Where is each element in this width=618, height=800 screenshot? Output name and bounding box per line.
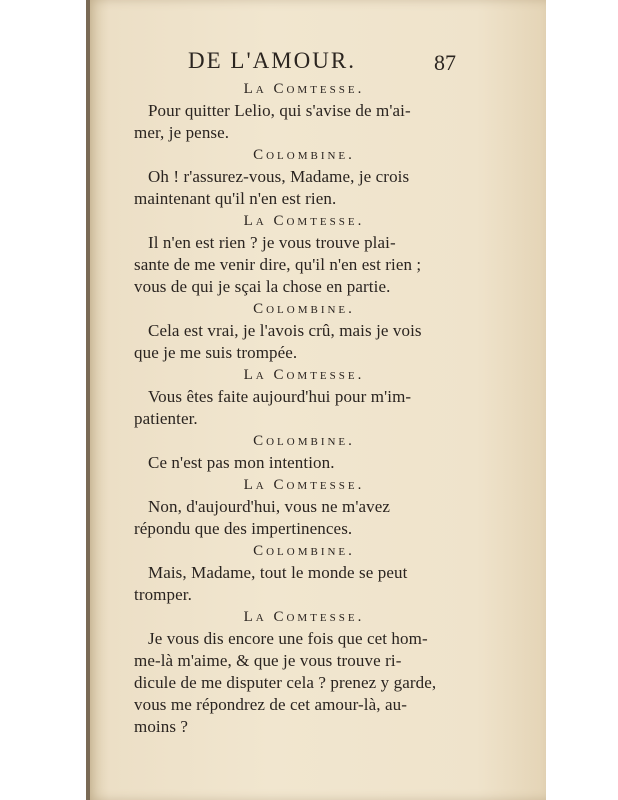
dialogue-line: moins ? bbox=[134, 717, 189, 736]
speaker-name: La Comtesse. bbox=[243, 367, 365, 383]
dialogue-line: Je vous dis encore une fois que cet hom- bbox=[148, 629, 428, 648]
dialogue-line: répondu que des impertinences. bbox=[134, 519, 353, 538]
dialogue-line: me-là m'aime, & que je vous trouve ri- bbox=[134, 651, 402, 670]
dialogue-line: maintenant qu'il n'en est rien. bbox=[134, 189, 337, 208]
dialogue-line: Cela est vrai, je l'avois crû, mais je vois bbox=[148, 321, 422, 340]
dialogue-line: Vous êtes faite aujourd'hui pour m'im- bbox=[148, 387, 412, 406]
dialogue-line: que je me suis trompée. bbox=[134, 343, 298, 362]
speaker-name: Colombine. bbox=[253, 301, 355, 317]
speaker-name: La Comtesse. bbox=[243, 81, 365, 97]
page-header bbox=[86, 48, 546, 78]
speaker-name: La Comtesse. bbox=[243, 213, 365, 229]
speaker-name: La Comtesse. bbox=[243, 609, 365, 625]
background bbox=[0, 0, 86, 800]
dialogue-line: sante de me venir dire, qu'il n'en est rien ; bbox=[134, 255, 422, 274]
dialogue-line: Oh ! r'assurez-vous, Madame, je crois bbox=[148, 167, 410, 186]
speaker-name: Colombine. bbox=[253, 433, 355, 449]
dialogue-line: dicule de me disputer cela ? prenez y garde, bbox=[134, 673, 437, 692]
speaker-name: Colombine. bbox=[253, 543, 355, 559]
dialogue-line: Ce n'est pas mon intention. bbox=[148, 453, 335, 472]
dialogue-line: Mais, Madame, tout le monde se peut bbox=[148, 563, 408, 582]
dialogue-line: Pour quitter Lelio, qui s'avise de m'ai- bbox=[148, 101, 411, 120]
page-number: 87 bbox=[434, 50, 456, 75]
dialogue-line: mer, je pense. bbox=[134, 123, 230, 142]
speaker-name: Colombine. bbox=[253, 147, 355, 163]
page-gutter bbox=[86, 0, 90, 800]
dialogue-line: tromper. bbox=[134, 585, 192, 604]
dialogue-line: Il n'en est rien ? je vous trouve plai- bbox=[148, 233, 396, 252]
speaker-name: La Comtesse. bbox=[243, 477, 365, 493]
running-title: DE L'AMOUR. bbox=[188, 48, 356, 73]
dialogue-line: Non, d'aujourd'hui, vous ne m'avez bbox=[148, 497, 391, 516]
dialogue-line: vous de qui je sçai la chose en partie. bbox=[134, 277, 391, 296]
dialogue-text bbox=[134, 78, 464, 738]
dialogue-line: patienter. bbox=[134, 409, 198, 428]
dialogue-line: vous me répondrez de cet amour-là, au- bbox=[134, 695, 407, 714]
